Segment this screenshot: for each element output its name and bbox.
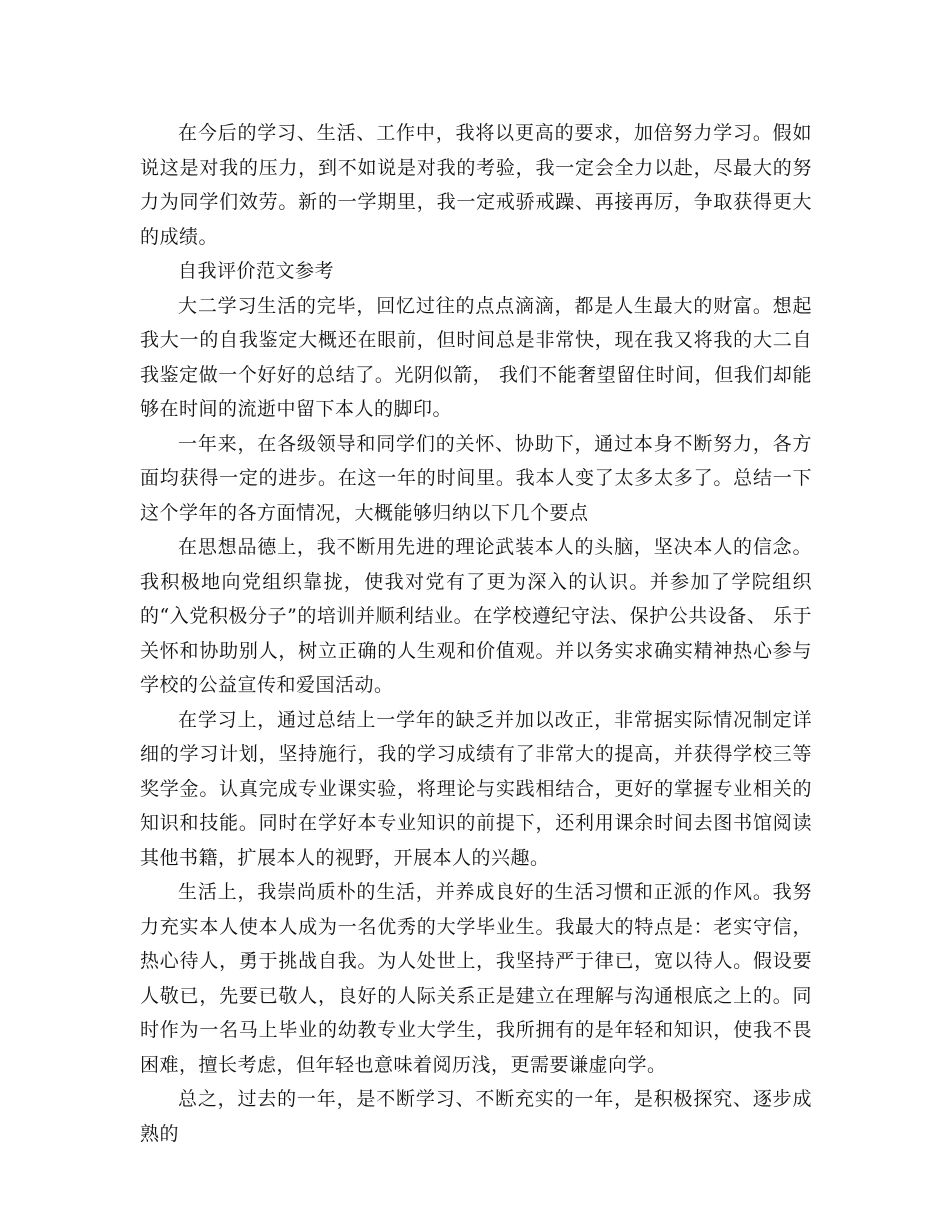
section-heading: 自我评价范文参考 <box>178 260 335 282</box>
paragraph-overview: 一年来，在各级领导和同学们的关怀、协助下，通过本身不断努力，各方面均获得一定的进步。在这一年的时间里。我本人变了太多太多了。总结一下这个学年的各方面情况，大概能够归纳以下几个要点 <box>140 432 812 524</box>
paragraph-study: 在学习上，通过总结上一学年的缺乏并加以改正，非常据实际情况制定详细的学习计划，坚持施行，我的学习成绩有了非常大的提高，并获得学校三等奖学金。认真完成专业课实验，将理论与实践相结合，更好的掌握专业相关的知识和技能。同时在学好本专业知识的前提下，还利用课余时间去图书馆阅读其他书籍，扩展本人的视野，开展本人的兴趣。 <box>140 708 812 869</box>
paragraph-summary: 总之，过去的一年，是不断学习、不断充实的一年，是积极探究、逐步成熟的 <box>140 1088 812 1145</box>
paragraph-intro: 大二学习生活的完毕，回忆过往的点点滴滴，都是人生最大的财富。想起我大一的自我鉴定大概还在眼前，但时间总是非常快，现在我又将我的大二自我鉴定做一个好好的总结了。光阴似箭， 我们不能奢望留住时间，但我们却能够在时间的流逝中留下本人的脚印。 <box>140 294 812 420</box>
document-body <box>140 116 812 1151</box>
paragraph-life: 生活上，我崇尚质朴的生活，并养成良好的生活习惯和正派的作风。我努力充实本人使本人成为一名优秀的大学毕业生。我最大的特点是：老实守信，热心待人，勇于挑战自我。为人处世上，我坚持严于律已，宽以待人。假设要人敬已，先要已敬人，良好的人际关系正是建立在理解与沟通根底之上的。同时作为一名马上毕业的幼教专业大学生，我所拥有的是年轻和知识，使我不畏困难，擅长考虑，但年轻也意味着阅历浅，更需要谦虚向学。 <box>140 881 812 1076</box>
paragraph-closing-resolution: 在今后的学习、生活、工作中，我将以更高的要求，加倍努力学习。假如说这是对我的压力，到不如说是对我的考验，我一定会全力以赴，尽最大的努力为同学们效劳。新的一学期里，我一定戒骄戒躁、再接再厉，争取获得更大的成绩。 <box>140 122 812 248</box>
paragraph-moral-conduct: 在思想品德上，我不断用先进的理论武装本人的头脑，坚决本人的信念。我积极地向党组织靠拢，使我对党有了更为深入的认识。并参加了学院组织的“入党积极分子”的培训并顺利结业。在学校遵纪守法、保护公共设备、 乐于关怀和协助别人，树立正确的人生观和价值观。并以务实求确实精神热心参与学校的公益宣传和爱国活动。 <box>140 536 812 696</box>
